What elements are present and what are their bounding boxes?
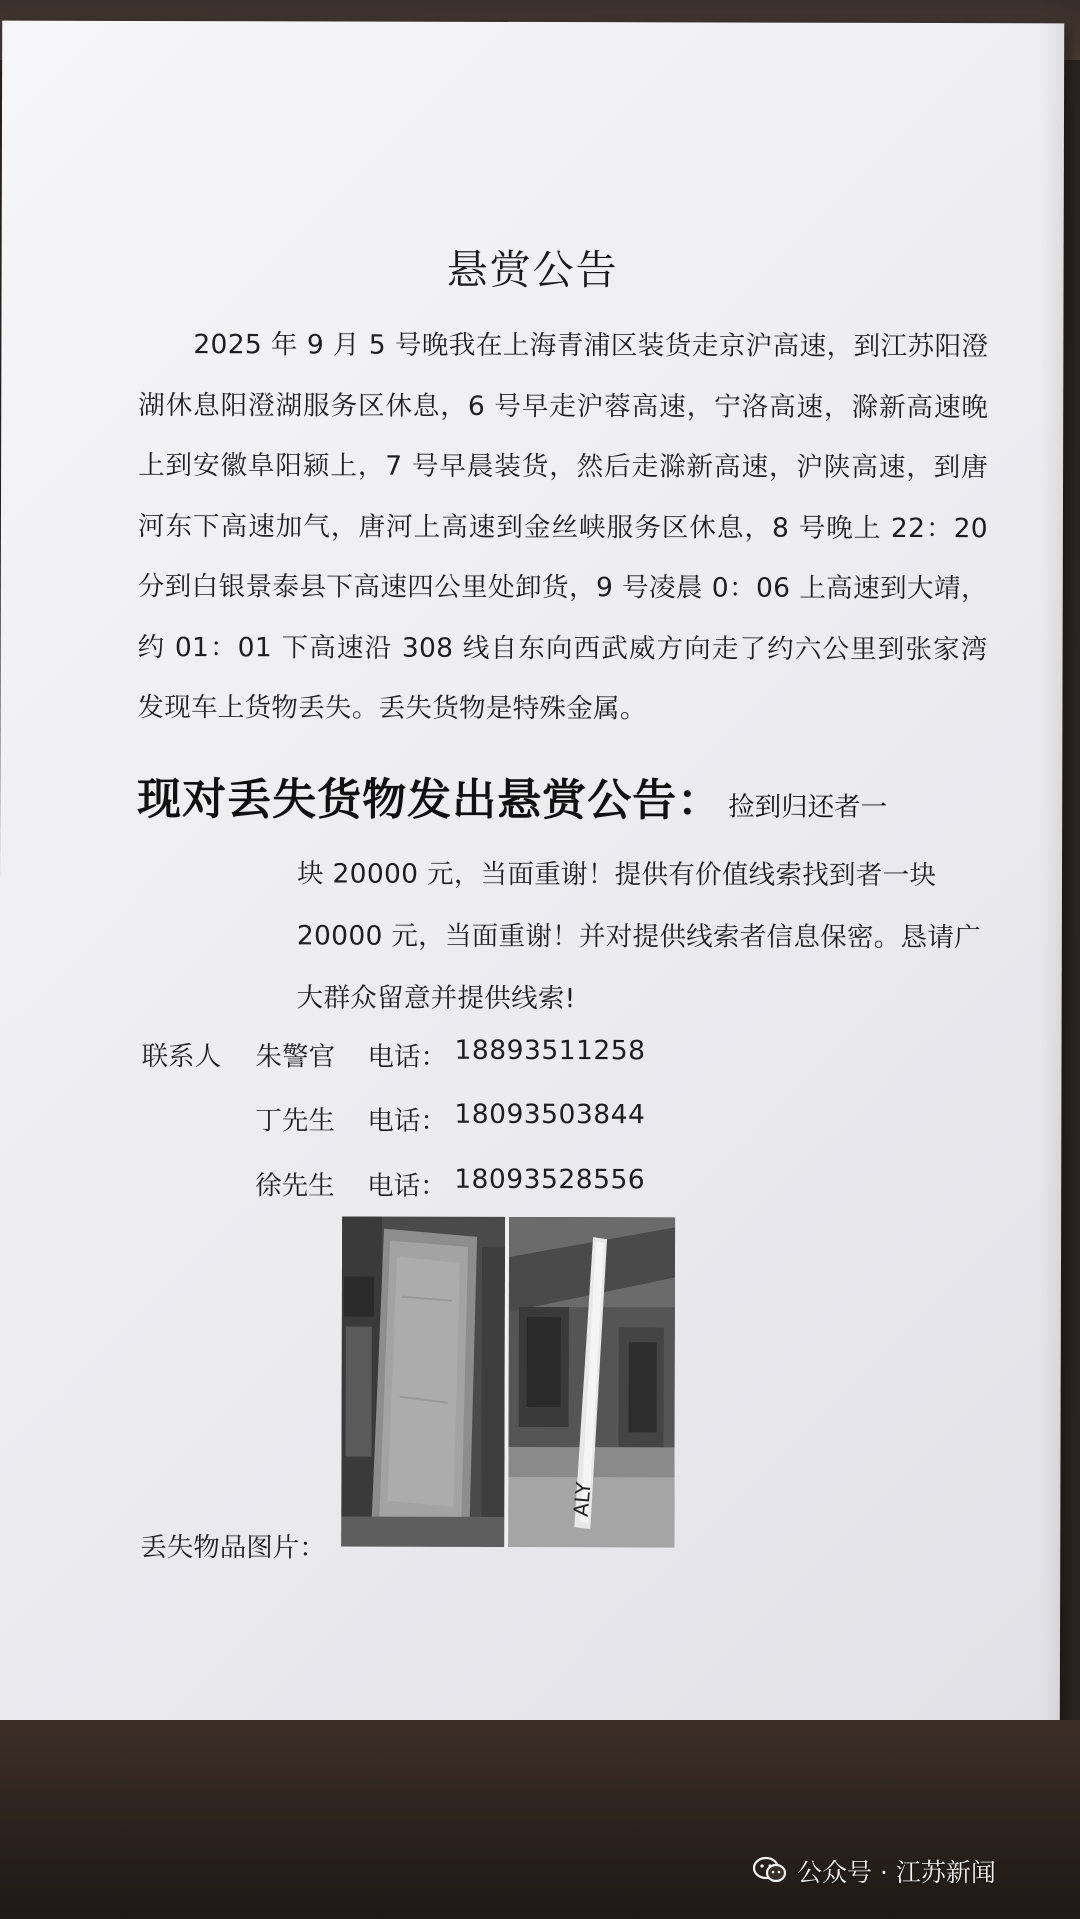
metal-bar-image xyxy=(508,1217,675,1547)
paper-shadow-edge xyxy=(1040,0,1080,1919)
notice-title: 悬赏公告 xyxy=(446,245,619,295)
wechat-icon xyxy=(753,1856,787,1884)
metal-plate-image xyxy=(341,1217,505,1547)
phone-label: 电话： xyxy=(367,1170,447,1202)
contact-label: 联系人 xyxy=(141,1040,222,1073)
desk-background-bottom xyxy=(0,1720,1080,1919)
lost-item-photo-left xyxy=(341,1217,505,1547)
notice-body: 2025 年 9 月 5 号晚我在上海青浦区装货走京沪高速，到江苏阳澄湖休息阳澄湖服务区休息，6 号早走沪蓉高速，宁洛高速，滁新高速晚上到安徽阜阳颍上，7 号早晨装货，然后走滁新高速，沪陕高速，到唐河东下高速加气，唐河上高速到金丝峡服务区休息，8 号晚上 22：20 分到白银景泰县下高速四公里处卸货，9 号凌晨 0：06 上高速到大靖，约 01：01 下高速沿 308 线自东向西武威方向走了约六公里到张家湾发现车上货物丢失。丢失货物是特殊金属。 xyxy=(137,329,989,725)
notice-paper xyxy=(0,21,1064,1744)
bar-marking-text: ALY xyxy=(568,1481,596,1518)
phone-label: 电话： xyxy=(367,1105,447,1137)
lost-item-photo-right xyxy=(508,1217,675,1547)
photo-label: 丢失物品图片： xyxy=(140,1531,326,1564)
phone-number: 18093528556 xyxy=(454,1163,646,1196)
reward-text-first: 捡到归还者一 xyxy=(728,791,888,823)
reward-text-rest: 块 20000 元，当面重谢！提供有价值线索找到者一块 20000 元，当面重谢！并对提供线索者信息保密。恳请广大群众留意并提供线索! xyxy=(296,858,982,1015)
contact-name: 丁先生 xyxy=(255,1105,335,1137)
contact-name: 朱警官 xyxy=(255,1041,336,1073)
reward-line xyxy=(137,763,1007,829)
contact-name: 徐先生 xyxy=(255,1170,335,1202)
watermark-text: 公众号 · 江苏新闻 xyxy=(797,1858,996,1887)
phone-label: 电话： xyxy=(367,1041,448,1073)
phone-number: 18893511258 xyxy=(454,1034,646,1067)
reward-heading: 现对丢失货物发出悬赏公告： xyxy=(137,773,723,827)
phone-number: 18093503844 xyxy=(454,1098,646,1131)
